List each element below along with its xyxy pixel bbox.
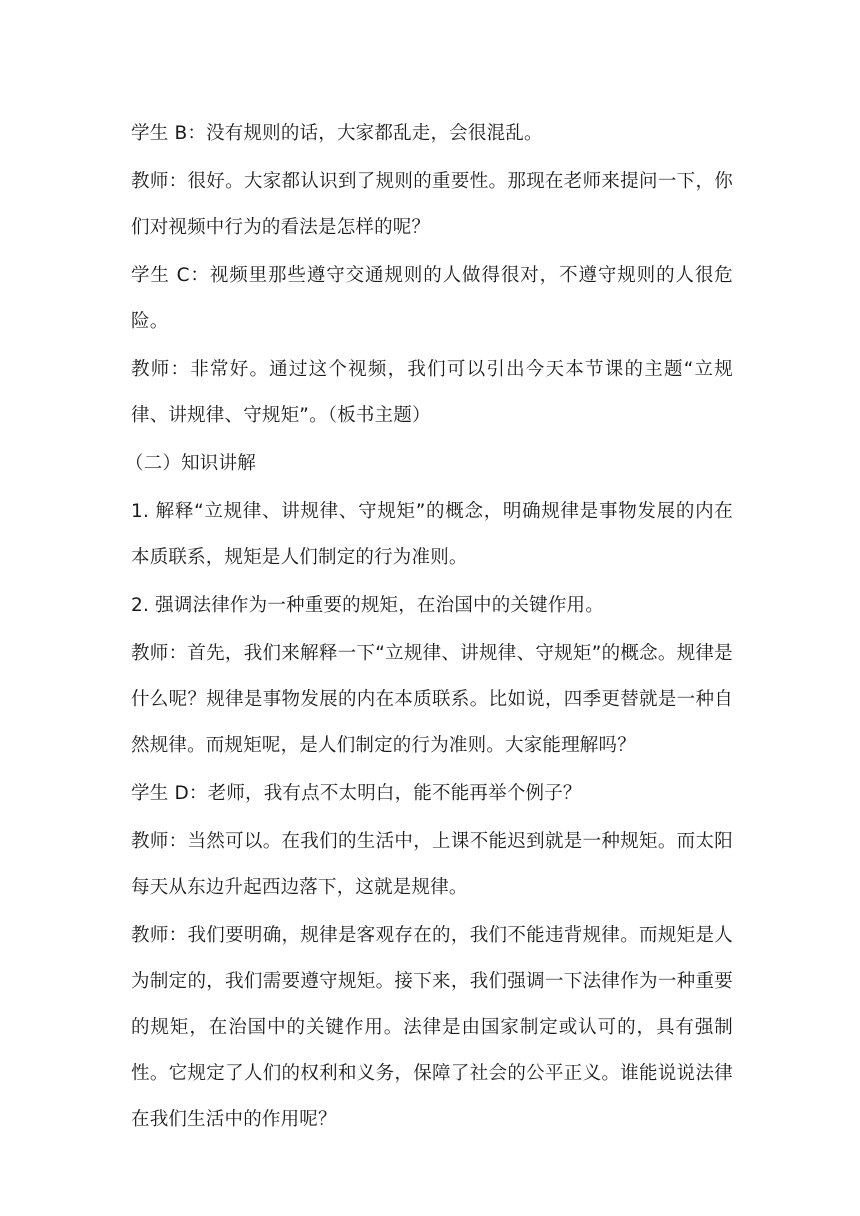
paragraph-teacher-law: 教师：我们要明确，规律是客观存在的，我们不能违背规律。而规矩是人为制定的，我们需要遵守规矩。接下来，我们强调一下法律作为一种重要的规矩，在治国中的关键作用。法律是由国家制定或认可的，具有强制性。它规定了人们的权利和义务，保障了社会的公平正义。谁能说说法律在我们生活中的作用呢？ [131,925,733,1130]
paragraph-teacher-theme: 教师：非常好。通过这个视频，我们可以引出今天本节课的主题“立规律、讲规律、守规矩”。（板书主题） [131,359,733,426]
list-item-1: 1. 解释“立规律、讲规律、守规矩”的概念，明确规律是事物发展的内在本质联系，规矩是人们制定的行为准则。 [131,501,733,568]
paragraph-teacher-explain: 教师：首先，我们来解释一下“立规律、讲规律、守规矩”的概念。规律是什么呢？规律是事物发展的内在本质联系。比如说，四季更替就是一种自然规律。而规矩呢，是人们制定的行为准则。大家能理解吗？ [131,643,733,756]
section-heading-knowledge: （二）知识讲解 [125,453,256,474]
paragraph-teacher-question: 教师：很好。大家都认识到了规则的重要性。那现在老师来提问一下，你们对视频中行为的看法是怎样的呢？ [131,171,733,238]
paragraph-teacher-example: 教师：当然可以。在我们的生活中，上课不能迟到就是一种规矩。而太阳每天从东边升起西边落下，这就是规律。 [131,831,733,898]
document-body [125,111,733,1145]
paragraph-student-c: 学生 C：视频里那些遵守交通规则的人做得很对，不遵守规则的人很危险。 [131,265,733,332]
paragraph-student-b: 学生 B：没有规则的话，大家都乱走，会很混乱。 [131,123,543,144]
list-item-2: 2. 强调法律作为一种重要的规矩，在治国中的关键作用。 [131,595,604,616]
paragraph-student-d: 学生 D：老师，我有点不太明白，能不能再举个例子？ [131,783,582,804]
